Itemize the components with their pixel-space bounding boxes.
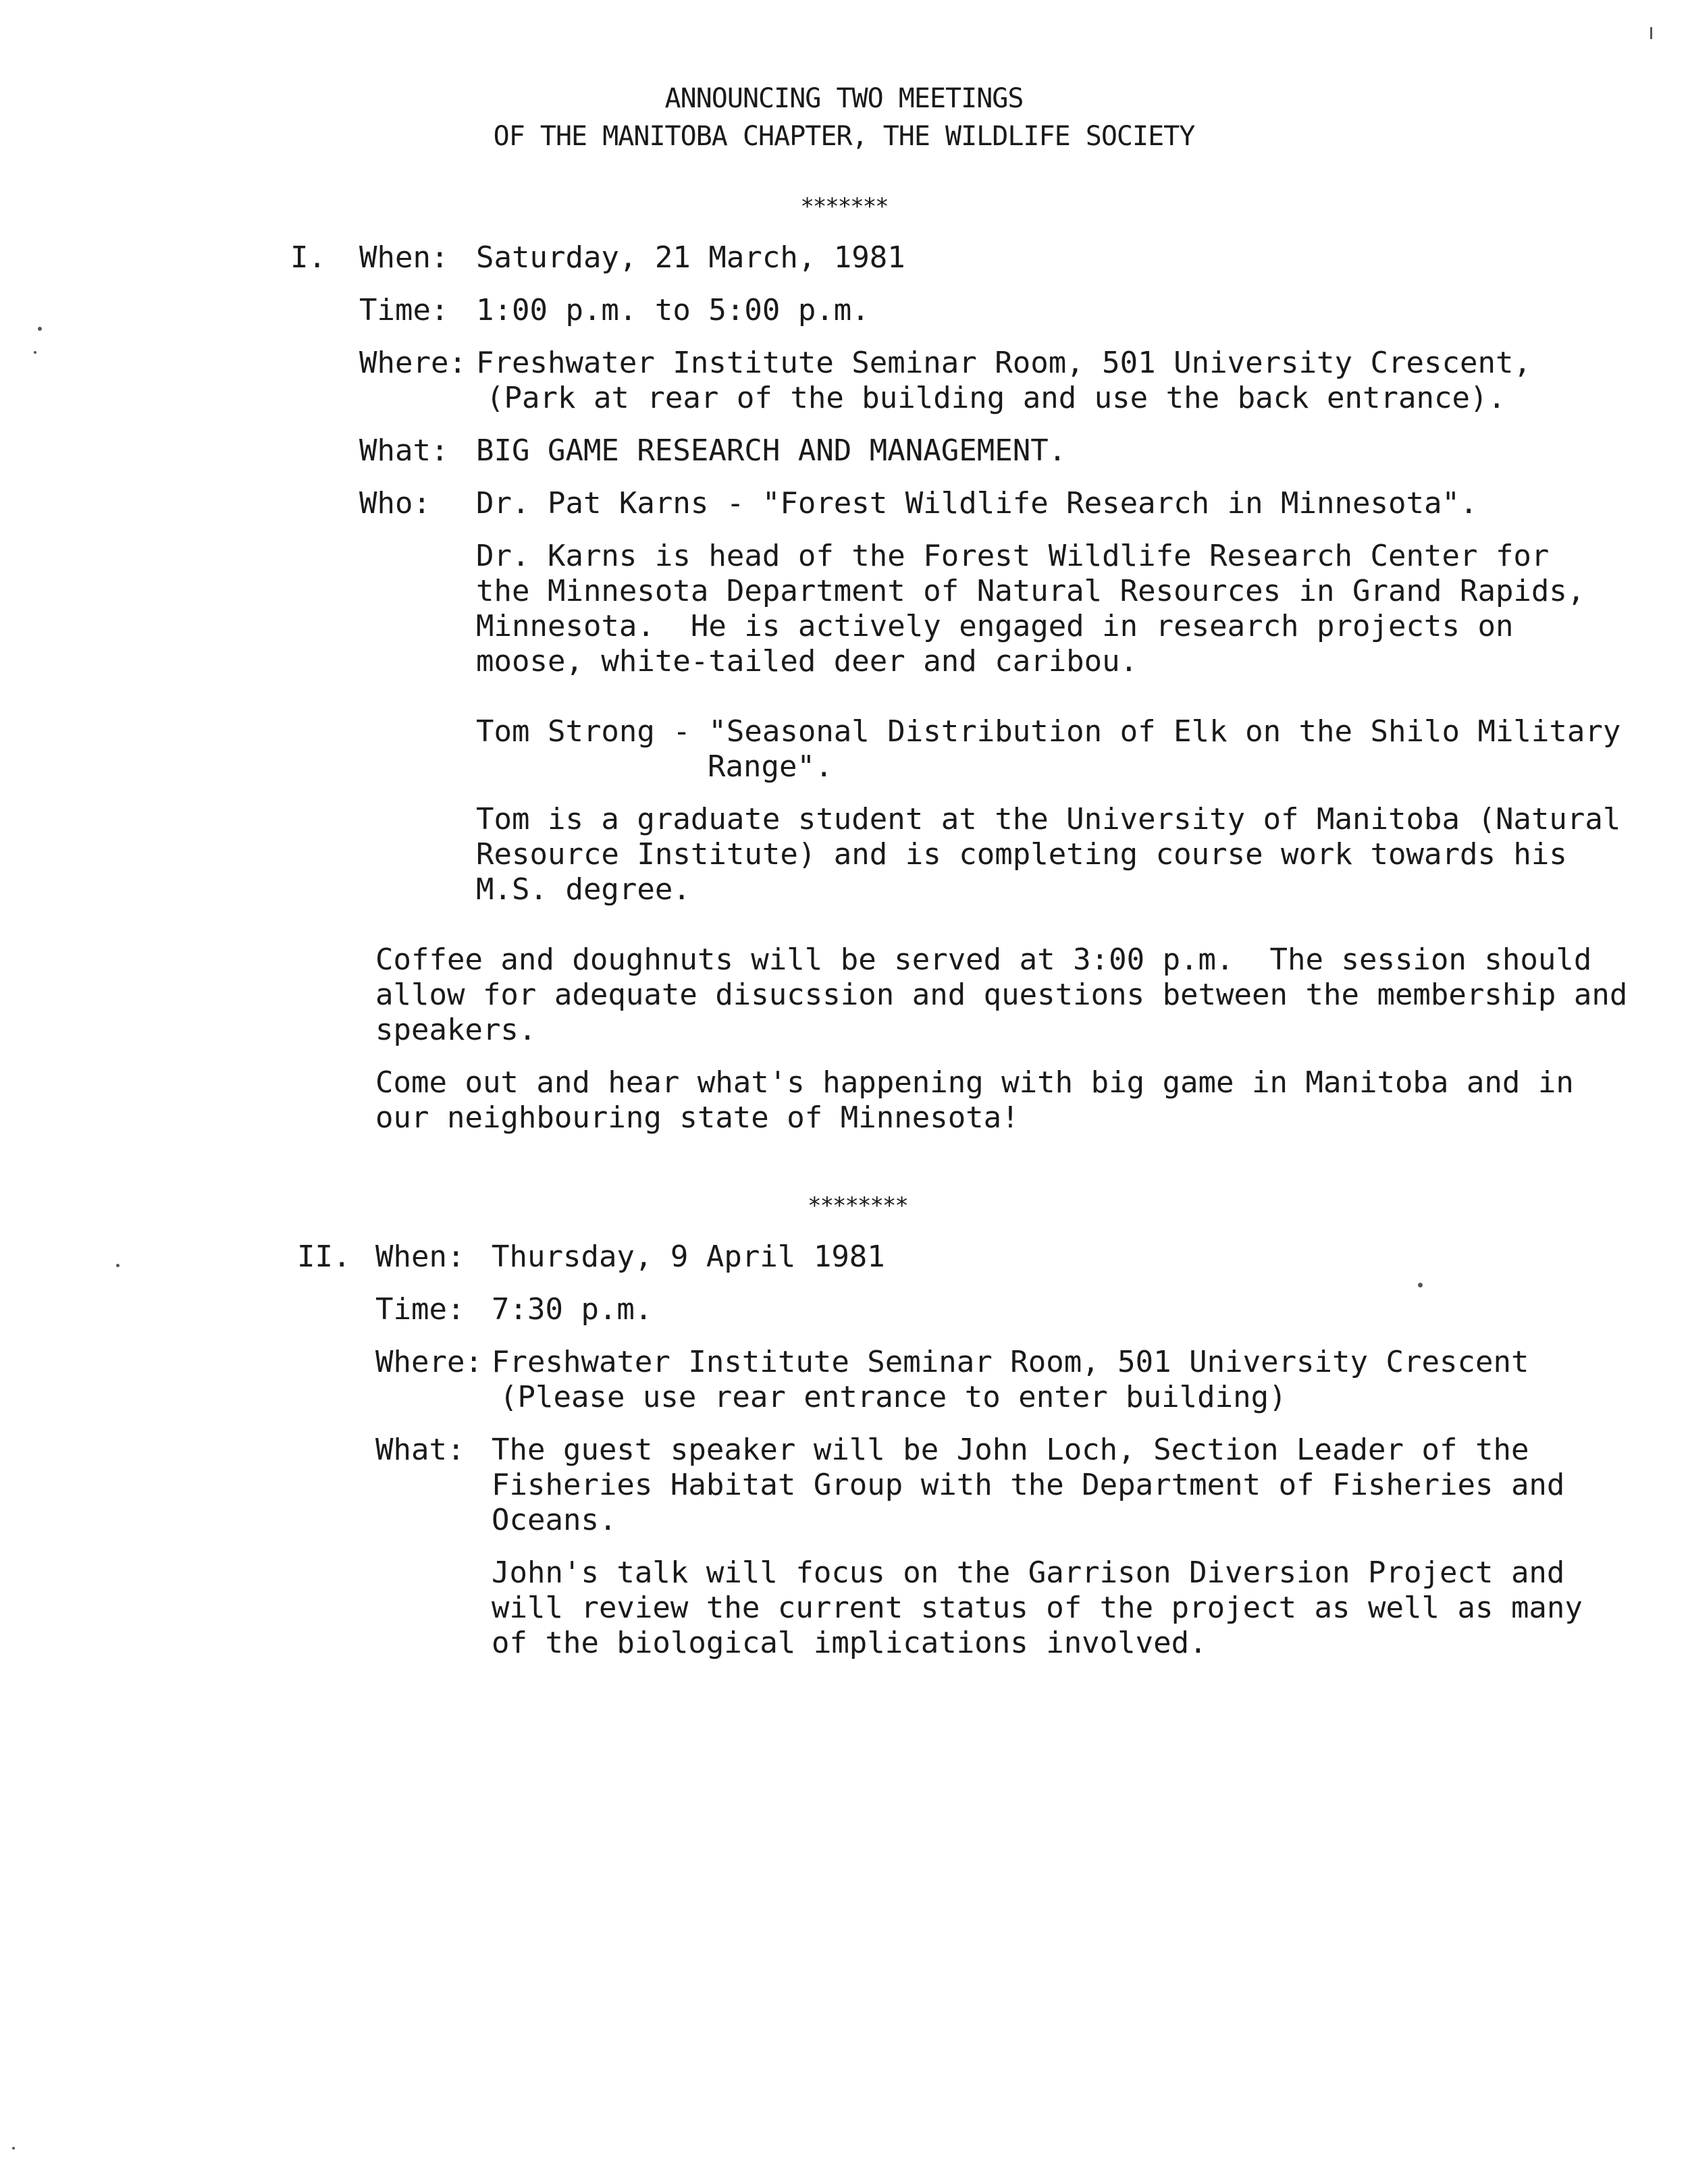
separator-stars: ******** [808,1192,907,1219]
separator-stars: ******* [800,193,888,220]
announcement-title-line2: OF THE MANITOBA CHAPTER, THE WILDLIFE SOCIETY [493,121,1195,152]
speaker2-bio-line: Tom is a graduate student at the University of Manitoba (Natural [476,802,1621,836]
what-label: What: [375,1433,465,1467]
meeting-number: II. [297,1240,351,1274]
scan-speck [1418,1283,1423,1287]
when-value: Saturday, 21 March, 1981 [476,240,905,275]
coffee-note-line: allow for adequate disucssion and questions between the membership and [375,978,1628,1012]
where-value-line1: Freshwater Institute Seminar Room, 501 University Crescent, [476,346,1531,380]
when-label: When: [375,1240,465,1274]
when-label: When: [359,240,449,275]
what-value-line: Oceans. [492,1503,617,1537]
closing-note-line: Come out and hear what's happening with big game in Manitoba and in [375,1065,1574,1100]
talk-description-line: of the biological implications involved. [492,1626,1207,1660]
what-value: BIG GAME RESEARCH AND MANAGEMENT. [476,433,1067,468]
scan-speck [12,2147,15,2150]
time-label: Time: [375,1292,465,1327]
where-value-line1: Freshwater Institute Seminar Room, 501 University Crescent [492,1345,1529,1379]
where-value-line2: (Park at rear of the building and use the back entrance). [486,381,1506,415]
speaker1-bio-line: moose, white-tailed deer and caribou. [476,644,1138,678]
time-value: 7:30 p.m. [492,1292,653,1327]
scan-speck [38,327,42,331]
speaker1-bio-line: Dr. Karns is head of the Forest Wildlife Research Center for [476,539,1550,573]
speaker1-bio-line: the Minnesota Department of Natural Resources in Grand Rapids, [476,574,1585,608]
where-label: Where: [375,1345,483,1379]
time-label: Time: [359,293,449,327]
speaker2-bio-line: M.S. degree. [476,872,691,907]
talk-description-line: will review the current status of the project as well as many [492,1591,1583,1625]
coffee-note-line: Coffee and doughnuts will be served at 3:00 p.m. The session should [375,942,1592,977]
speaker1-bio-line: Minnesota. He is actively engaged in research projects on [476,609,1514,643]
when-value: Thursday, 9 April 1981 [492,1240,885,1274]
what-label: What: [359,433,449,468]
speaker2-bio-line: Resource Institute) and is completing course work towards his [476,837,1567,872]
scan-speck [34,351,36,354]
coffee-note-line: speakers. [375,1013,537,1047]
who-label: Who: [359,486,431,521]
scan-speck [1650,27,1652,39]
what-value-line: The guest speaker will be John Loch, Section Leader of the [492,1433,1529,1467]
where-value-line2: (Please use rear entrance to enter building) [500,1380,1287,1414]
scan-speck [116,1264,120,1267]
where-label: Where: [359,346,467,380]
time-value: 1:00 p.m. to 5:00 p.m. [476,293,870,327]
meeting-number: I. [290,240,326,275]
closing-note-line: our neighbouring state of Minnesota! [375,1100,1020,1135]
talk-description-line: John's talk will focus on the Garrison Diversion Project and [492,1555,1565,1590]
announcement-title-line1: ANNOUNCING TWO MEETINGS [664,83,1024,114]
speaker1-title: Dr. Pat Karns - "Forest Wildlife Research in Minnesota". [476,486,1478,521]
what-value-line: Fisheries Habitat Group with the Department of Fisheries and [492,1468,1565,1502]
speaker2-title-line2: Range". [708,749,833,784]
speaker2-title-line1: Tom Strong - "Seasonal Distribution of Elk on the Shilo Military [476,714,1621,749]
